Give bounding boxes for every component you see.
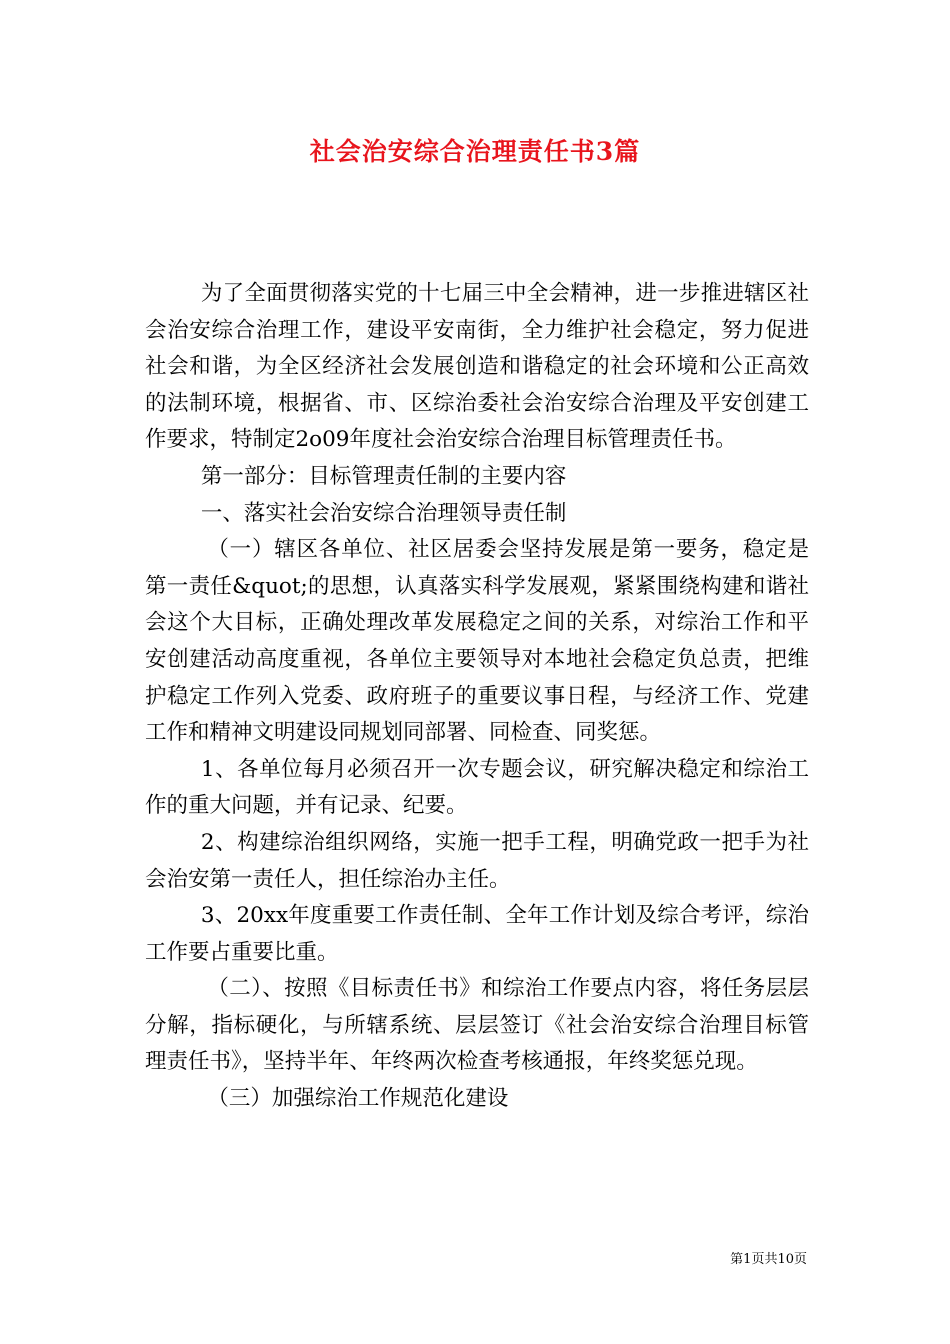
list-item: 3、20xx年度重要工作责任制、全年工作计划及综合考评，综治工作要占重要比重。 bbox=[145, 903, 809, 965]
list-item: 1、各单位每月必须召开一次专题会议，研究解决稳定和综治工作的重大问题，并有记录、纪要。 bbox=[145, 756, 809, 819]
body-paragraph: 为了全面贯彻落实党的十七届三中全会精神，进一步推进辖区社会治安综合治理工作，建设平安南街，全力维护社会稳定，努力促进社会和谐，为全区经济社会发展创造和谐稳定的社会环境和公正高效的法制环境，根据省、市、区综治委社会治安综合治理及平安创建工作要求，特制定2o09年度社会治安综合治理目标管理责任书。 bbox=[145, 281, 809, 453]
document-title: 社会治安综合治理责任书3篇 bbox=[309, 137, 641, 166]
body-paragraph: （一）辖区各单位、社区居委会坚持发展是第一要务，稳定是第一责任&quot;的思想，认真落实科学发展观，紧紧围绕构建和谐社会这个大目标，正确处理改革发展稳定之间的关系，对综治工作和平安创建活动高度重视，各单位主要领导对本地社会稳定负总责，把维护稳定工作列入党委、政府班子的重要议事日程，与经济工作、党建工作和精神文明建设同规划同部署、同检查、同奖惩。 bbox=[145, 537, 809, 746]
subsection-heading: 一、落实社会治安综合治理领导责任制 bbox=[200, 500, 567, 526]
page-number: 第1页共10页 bbox=[730, 1252, 807, 1267]
body-paragraph: （二）、按照《目标责任书》和综治工作要点内容，将任务层层分解，指标硬化，与所辖系统、层层签订《社会治安综合治理目标管理责任书》，坚持半年、年终两次检查考核通报，年终奖惩兑现。 bbox=[145, 976, 809, 1075]
document-body bbox=[145, 276, 809, 1118]
section-heading: 第一部分：目标管理责任制的主要内容 bbox=[200, 463, 567, 489]
subsection-heading: （三）加强综治工作规范化建设 bbox=[207, 1086, 509, 1112]
list-item: 2、构建综治组织网络，实施一把手工程，明确党政一把手为社会治安第一责任人，担任综治办主任。 bbox=[145, 829, 809, 892]
